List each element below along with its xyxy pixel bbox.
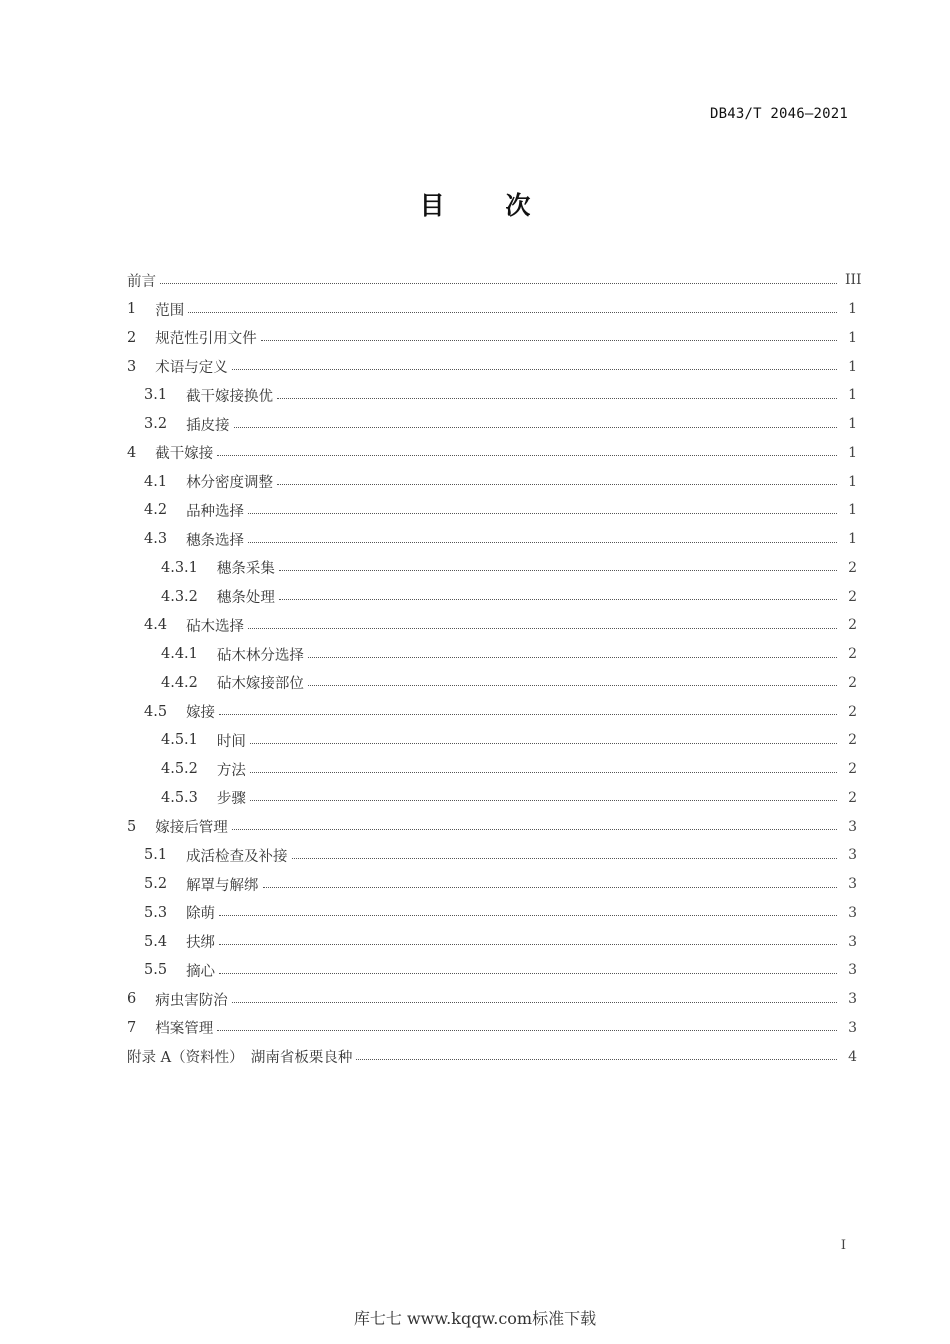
toc-entry-label: 嫁接后管理 [155,820,228,837]
page-number: I [840,1238,846,1253]
toc-entry-number: 4.4 [144,617,168,634]
toc-entry[interactable] [127,295,857,324]
toc-leader-dots [248,628,837,629]
toc-entry-label: 扶绑 [186,935,216,952]
toc-entry-page: 1 [848,473,857,490]
toc-entry-number: 3 [127,358,137,375]
toc-entry-page: 3 [848,991,857,1008]
toc-leader-dots [232,829,837,830]
toc-entry-page: 1 [848,444,857,461]
toc-entry[interactable] [127,697,857,726]
toc-leader-dots [279,570,837,571]
toc-entry-page: 1 [848,358,857,375]
toc-entry-page: 2 [848,646,857,663]
toc-entry-label: 品种选择 [186,503,245,520]
document-code: DB43/T 2046—2021 [709,106,848,122]
toc-entry[interactable] [127,496,857,525]
toc-entry-number: 4.3.2 [161,588,198,605]
toc-entry[interactable] [127,1014,857,1043]
toc-entry[interactable] [127,352,857,381]
title-char-2: 次 [505,191,531,220]
toc-entry-number: 4.1 [144,473,168,490]
toc-entry[interactable] [127,525,857,554]
toc-entry[interactable] [127,582,857,611]
toc-entry-label: 病虫害防治 [155,992,228,1009]
toc-entry-label: 砧木选择 [186,618,245,635]
toc-entry[interactable] [127,927,857,956]
toc-entry-page: 3 [848,876,857,893]
toc-entry-page: 2 [848,703,857,720]
toc-entry-number: 4.3.1 [161,559,198,576]
toc-entry[interactable] [127,726,857,755]
toc-entry-label: 解罩与解绑 [186,877,259,894]
toc-entry-label: 范围 [155,302,185,319]
toc-leader-dots [277,484,837,485]
title-char-1: 目 [419,191,445,220]
toc-leader-dots [248,542,837,543]
toc-entry-number: 4.4.2 [161,674,198,691]
toc-entry-number: 4 [127,444,137,461]
toc-entry[interactable] [127,985,857,1014]
toc-entry-page: 4 [848,1048,857,1065]
toc-leader-dots [232,1002,837,1003]
toc-entry[interactable] [127,1042,857,1071]
toc-entry[interactable] [127,611,857,640]
toc-leader-dots [234,427,837,428]
toc-entry-label: 林分密度调整 [186,475,274,492]
page-title [0,186,950,222]
toc-entry-number: 4.5.3 [161,789,198,806]
toc-entry[interactable] [127,784,857,813]
toc-entry-page: 2 [848,588,857,605]
toc-entry-number: 4.5.2 [161,761,198,778]
toc-entry-number: 5.4 [144,933,168,950]
toc-entry-number: 4.5 [144,703,168,720]
toc-entry-number: 5.3 [144,904,168,921]
toc-leader-dots [219,973,837,974]
toc-entry[interactable] [127,439,857,468]
toc-entry-page: 1 [848,301,857,318]
toc-entry-label: 前言 [127,273,156,290]
toc-entry-label: 穗条处理 [216,590,275,607]
toc-entry-label: 档案管理 [155,1021,214,1038]
toc-leader-dots [292,858,837,859]
toc-leader-dots [356,1059,837,1060]
toc-leader-dots [261,340,837,341]
toc-entry[interactable] [127,899,857,928]
toc-leader-dots [250,772,837,773]
toc-entry-number: 5.2 [144,876,168,893]
toc-entry-number: 4.2 [144,502,168,519]
toc-leader-dots [188,312,837,313]
toc-entry[interactable] [127,841,857,870]
toc-entry-number: 3.1 [144,387,168,404]
footer-watermark: 库七七 www.kqqw.com标准下载 [353,1309,597,1328]
toc-entry-label: 嫁接 [186,705,216,722]
toc-leader-dots [217,455,837,456]
toc-entry[interactable] [127,554,857,583]
toc-leader-dots [279,599,837,600]
toc-leader-dots [277,398,837,399]
toc-leader-dots [263,887,837,888]
toc-entry-number: 7 [127,1019,137,1036]
toc-entry-number: 1 [127,301,137,318]
toc-entry[interactable] [127,410,857,439]
toc-leader-dots [250,800,837,801]
toc-entry-page: 2 [848,761,857,778]
toc-entry-page: 2 [848,732,857,749]
toc-entry-page: 1 [848,531,857,548]
toc-entry[interactable] [127,266,862,295]
toc-entry[interactable] [127,956,857,985]
toc-entry-page: 1 [848,502,857,519]
toc-entry-page: 2 [848,559,857,576]
toc-entry-label: 附录 A（资料性） 湖南省板栗良种 [127,1050,353,1067]
toc-leader-dots [219,915,837,916]
toc-entry[interactable] [127,669,857,698]
toc-leader-dots [219,944,837,945]
toc-entry-label: 穗条采集 [216,561,275,578]
toc-entry-page: 2 [848,789,857,806]
toc-entry[interactable] [127,467,857,496]
toc-entry-label: 术语与定义 [155,360,228,377]
toc-entry-label: 插皮接 [186,417,230,434]
toc-entry-number: 5 [127,818,137,835]
toc-entry-number: 4.5.1 [161,732,198,749]
toc-entry-page: 3 [848,904,857,921]
toc-entry-page: 3 [848,1019,857,1036]
toc-entry[interactable] [127,870,857,899]
toc-entry-page: 2 [848,674,857,691]
toc-entry-number: 5.1 [144,847,168,864]
toc-entry-number: 5.5 [144,962,168,979]
toc-entry[interactable] [127,324,857,353]
toc-entry[interactable] [127,755,857,784]
toc-leader-dots [217,1030,837,1031]
toc-entry-page: 3 [848,962,857,979]
toc-entry-label: 时间 [216,733,246,750]
toc-leader-dots [160,283,837,284]
toc-entry-page: 1 [848,416,857,433]
toc-entry[interactable] [127,640,857,669]
toc-leader-dots [308,685,837,686]
toc-entry-number: 4.3 [144,531,168,548]
table-of-contents [127,266,862,1071]
toc-entry-label: 方法 [216,762,246,779]
toc-entry-page: 3 [848,933,857,950]
toc-entry-number: 6 [127,991,137,1008]
toc-entry-label: 砧木嫁接部位 [216,676,304,693]
toc-entry-label: 步骤 [216,791,246,808]
toc-entry-number: 3.2 [144,416,168,433]
toc-entry-label: 成活检查及补接 [186,848,288,865]
toc-entry-label: 截干嫁接换优 [186,388,274,405]
toc-leader-dots [232,369,837,370]
toc-entry-page: 1 [848,387,857,404]
toc-entry-page: 1 [848,329,857,346]
toc-entry-page: 2 [848,617,857,634]
toc-entry[interactable] [127,812,857,841]
toc-entry-label: 除萌 [186,906,216,923]
toc-entry-label: 穗条选择 [186,532,245,549]
toc-entry-number: 4.4.1 [161,646,198,663]
toc-entry-label: 砧木林分选择 [216,647,304,664]
toc-entry-label: 截干嫁接 [155,446,214,463]
toc-entry-page: III [845,272,862,289]
toc-entry-number: 2 [127,329,137,346]
toc-entry-page: 3 [848,818,857,835]
toc-entry-page: 3 [848,847,857,864]
toc-leader-dots [219,714,837,715]
toc-leader-dots [248,513,837,514]
toc-entry-label: 规范性引用文件 [155,331,257,348]
toc-entry[interactable] [127,381,857,410]
toc-leader-dots [250,743,837,744]
toc-leader-dots [308,657,837,658]
toc-entry-label: 摘心 [186,963,216,980]
